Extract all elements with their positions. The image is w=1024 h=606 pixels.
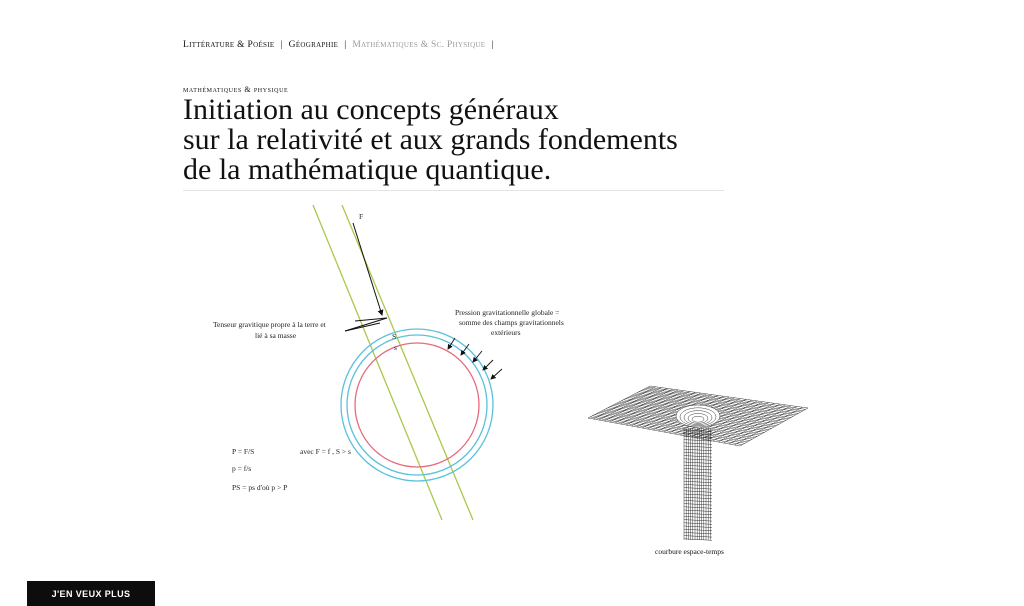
mesh-line: [729, 406, 797, 444]
pressure-label-line1: Pression gravitationnelle globale =: [455, 308, 560, 317]
figure-caption: courbure espace-temps: [655, 547, 724, 556]
tensor-label-line1: Tenseur gravitique propre à la terre et: [213, 320, 326, 329]
outer-ring-2: [347, 335, 487, 475]
force-arrow: [353, 223, 382, 315]
title-divider: [183, 190, 724, 191]
title-line-1: Initiation au concepts généraux: [183, 93, 559, 126]
nav-separator: |: [344, 40, 347, 50]
pressure-arrow: [473, 351, 482, 362]
equation-4: PS = ps d'où p > P: [232, 483, 288, 492]
mesh-line: [713, 404, 780, 441]
read-more-button[interactable]: J'EN VEUX PLUS: [27, 581, 155, 606]
article-kicker: mathématiques & physique: [183, 85, 289, 94]
force-label: F: [359, 212, 364, 221]
title-line-2: sur la relativité et aux grands fondements: [183, 123, 678, 156]
gravitational-pressure-diagram: [205, 205, 615, 520]
nav-item-litterature[interactable]: Littérature & Poésie: [183, 40, 275, 50]
equation-1: P = F/S: [232, 447, 255, 456]
pressure-arrow: [483, 360, 493, 370]
spacetime-curvature-figure: [580, 368, 812, 543]
tensor-label-line2: lié à sa masse: [255, 331, 297, 340]
mesh-line: [735, 407, 803, 445]
nav-item-mathematiques[interactable]: Mathématiques & Sc. Physique: [352, 40, 486, 50]
mesh-line: [724, 406, 791, 443]
pressure-arrow: [491, 369, 502, 379]
article-title: [183, 95, 743, 185]
mesh-line: [718, 405, 785, 442]
small-s-label: s: [394, 343, 397, 352]
equation-2: avec F = f , S > s: [300, 447, 351, 456]
nav-item-geographie[interactable]: Géographie: [288, 40, 339, 50]
nav-separator: |: [280, 40, 283, 50]
title-line-3: de la mathématique quantique.: [183, 153, 552, 186]
mesh-line: [707, 403, 774, 440]
inner-ring: [355, 343, 479, 467]
pressure-label-line3: extérieurs: [491, 328, 521, 337]
mesh-line: [740, 408, 808, 446]
green-line-left: [313, 205, 442, 520]
equation-3: p = f/s: [232, 464, 252, 473]
top-navigation: [183, 40, 500, 50]
surface-label: S: [392, 332, 397, 341]
pressure-label-line2: somme des champs gravitationnels: [459, 318, 564, 327]
nav-separator: |: [491, 40, 494, 50]
